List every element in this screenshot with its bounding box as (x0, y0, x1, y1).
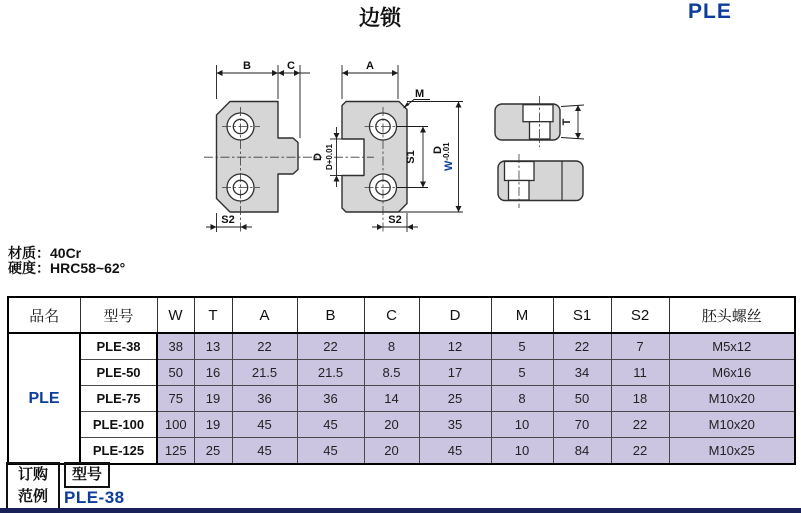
material-line: 材质：40Cr (8, 245, 82, 261)
spec-cell: 16 (194, 360, 232, 386)
spec-row (8, 412, 795, 438)
spec-cell: M6x16 (669, 360, 795, 386)
model-label-box: 型号 (64, 462, 110, 488)
spec-row (8, 360, 795, 386)
spec-cell: 17 (419, 360, 491, 386)
spec-cell: 13 (194, 333, 232, 360)
dim-label-slot-d-tol: D+0.01 (325, 143, 334, 171)
spec-cell: 12 (419, 333, 491, 360)
column-header-0: 品名 (8, 297, 80, 333)
spec-cell: 19 (194, 412, 232, 438)
product-code: PLE (688, 0, 732, 23)
order-badge-line1: 订购 (17, 466, 48, 483)
spec-cell: 84 (553, 438, 611, 465)
dim-label-s2-right: S2 (388, 214, 402, 226)
dim-label-s2-left: S2 (221, 214, 235, 226)
spec-cell: 75 (157, 386, 194, 412)
side-view-top (495, 96, 584, 147)
model-cell: PLE-100 (80, 412, 157, 438)
column-header-5: B (297, 297, 364, 333)
spec-cell: 21.5 (232, 360, 297, 386)
spec-cell: 34 (553, 360, 611, 386)
dim-label-outer-w: W (443, 160, 455, 171)
spec-cell: 10 (491, 438, 553, 465)
spec-cell: 36 (232, 386, 297, 412)
spec-cell: 100 (157, 412, 194, 438)
spec-cell: M10x20 (669, 412, 795, 438)
spec-cell: 22 (297, 333, 364, 360)
hardness-line: 硬度：HRC58~62° (8, 260, 126, 276)
column-header-10: S2 (611, 297, 669, 333)
spec-cell: 125 (157, 438, 194, 465)
order-badge-line2: 范例 (17, 488, 48, 505)
dim-label-outer-w-tol: -0.01 (442, 142, 451, 161)
spec-table-body (8, 333, 795, 464)
model-cell: PLE-38 (80, 333, 157, 360)
spec-cell: 10 (491, 412, 553, 438)
dimension-C (278, 60, 310, 138)
spec-cell: 50 (157, 360, 194, 386)
spec-cell: 20 (364, 438, 419, 465)
leader-M (404, 88, 431, 108)
spec-cell: 14 (364, 386, 419, 412)
dimension-B (217, 60, 279, 99)
column-header-2: W (157, 297, 194, 333)
dim-label-a: A (366, 60, 374, 72)
brand-cell: PLE (8, 333, 80, 464)
spec-cell: 19 (194, 386, 232, 412)
column-header-9: S1 (553, 297, 611, 333)
column-header-8: M (491, 297, 553, 333)
spec-cell: 21.5 (297, 360, 364, 386)
spec-cell: 7 (611, 333, 669, 360)
spec-cell: 5 (491, 333, 553, 360)
spec-cell: 22 (611, 412, 669, 438)
spec-header-row (8, 297, 795, 333)
dim-label-m: M (415, 88, 425, 100)
dim-label-c: C (287, 60, 295, 72)
dimension-A (342, 60, 398, 99)
spec-cell: 18 (611, 386, 669, 412)
spec-cell: 11 (611, 360, 669, 386)
spec-row (8, 333, 795, 360)
dim-label-outer-d: D (432, 146, 444, 154)
spec-cell: 22 (611, 438, 669, 465)
spec-cell: M5x12 (669, 333, 795, 360)
spec-cell: 45 (232, 412, 297, 438)
side-view-bottom (498, 154, 583, 208)
material-info (8, 246, 125, 276)
spec-cell: 20 (364, 412, 419, 438)
column-header-4: A (232, 297, 297, 333)
dim-label-b: B (243, 60, 251, 72)
order-example-badge (6, 462, 60, 510)
spec-table (7, 296, 796, 465)
spec-cell: 8 (491, 386, 553, 412)
spec-cell: M10x25 (669, 438, 795, 465)
spec-cell: 8.5 (364, 360, 419, 386)
spec-cell: 70 (553, 412, 611, 438)
dim-label-s1: S1 (405, 150, 417, 164)
spec-cell: 45 (232, 438, 297, 465)
page-title: 边锁 (359, 7, 401, 30)
column-header-6: C (364, 297, 419, 333)
spec-cell: 22 (553, 333, 611, 360)
bottom-divider-bar (0, 508, 801, 513)
dimension-S2-left (206, 213, 252, 232)
spec-cell: 25 (194, 438, 232, 465)
spec-cell: 25 (419, 386, 491, 412)
spec-cell: 5 (491, 360, 553, 386)
dimension-S2-right (372, 213, 418, 232)
model-cell: PLE-75 (80, 386, 157, 412)
spec-row (8, 438, 795, 465)
spec-cell: 45 (419, 438, 491, 465)
spec-cell: M10x20 (669, 386, 795, 412)
spec-cell: 50 (553, 386, 611, 412)
column-header-7: D (419, 297, 491, 333)
column-header-3: T (194, 297, 232, 333)
spec-cell: 45 (297, 438, 364, 465)
spec-cell: 22 (232, 333, 297, 360)
technical-drawing (0, 0, 801, 240)
svg-text:W-0.01 (442, 142, 455, 171)
model-cell: PLE-125 (80, 438, 157, 465)
column-header-1: 型号 (80, 297, 157, 333)
column-header-11: 胚头螺丝 (669, 297, 795, 333)
spec-cell: 45 (297, 412, 364, 438)
spec-cell: 35 (419, 412, 491, 438)
dim-label-slot-d: D (312, 153, 324, 161)
order-example-model: PLE-38 (64, 488, 125, 507)
spec-cell: 8 (364, 333, 419, 360)
spec-cell: 36 (297, 386, 364, 412)
model-cell: PLE-50 (80, 360, 157, 386)
dim-label-t: T (561, 118, 573, 126)
spec-cell: 38 (157, 333, 194, 360)
spec-row (8, 386, 795, 412)
